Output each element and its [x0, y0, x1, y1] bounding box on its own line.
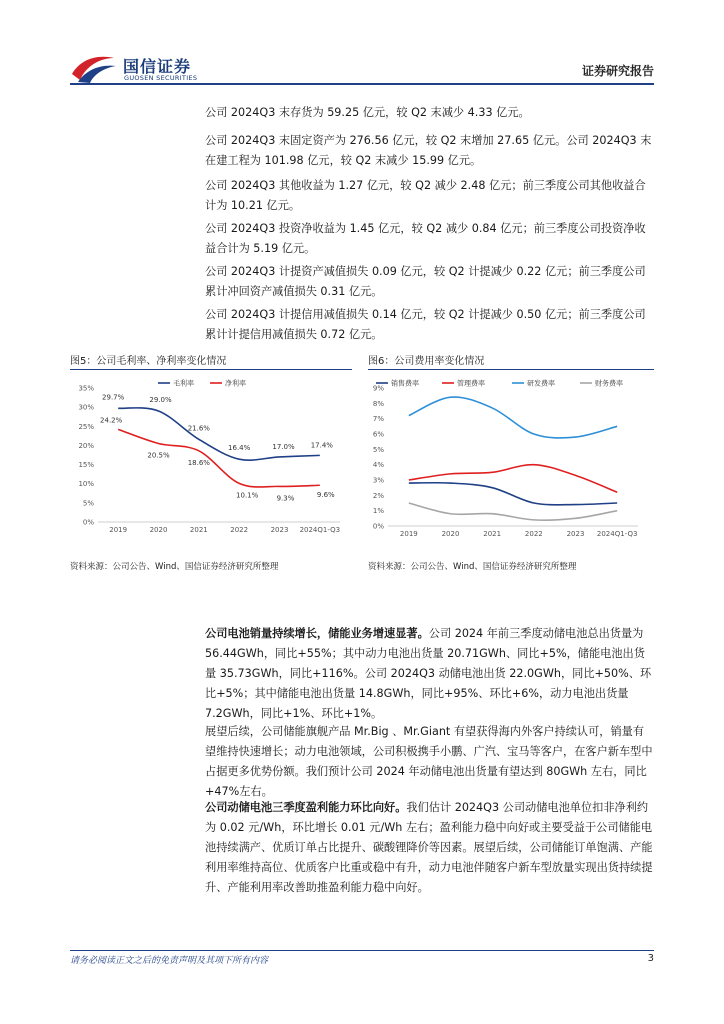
y-tick-label: 9%	[372, 384, 384, 393]
y-tick-label: 15%	[78, 461, 94, 470]
y-tick-label: 5%	[372, 445, 384, 454]
page-number: 3	[647, 953, 654, 964]
guosen-logo	[70, 52, 220, 86]
paragraph-text: 公司 2024Q3 计提资产减值损失 0.09 亿元，较 Q2 计提减少 0.22 亿元；前三季度公司累计冲回资产减值损失 0.31 亿元。	[205, 265, 646, 298]
legend-label: 研发费率	[527, 379, 555, 388]
x-tick-label: 2023	[270, 526, 289, 534]
paragraph-profitability	[205, 798, 655, 898]
legend-label: 管理费率	[457, 379, 485, 388]
data-label: 21.6%	[187, 424, 210, 433]
x-tick-label: 2021	[189, 526, 208, 534]
data-label: 24.2%	[100, 416, 123, 425]
x-tick-label: 2022	[230, 526, 249, 534]
paragraph-text: 公司 2024Q3 投资净收益为 1.45 亿元，较 Q2 减少 0.84 亿元；前三季度公司投资净收益合计为 5.19 亿元。	[205, 222, 646, 255]
data-label: 16.4%	[228, 444, 251, 453]
data-label: 29.0%	[149, 395, 172, 404]
y-tick-label: 7%	[372, 415, 384, 424]
paragraph-text: 公司 2024Q3 其他收益为 1.27 亿元，较 Q2 减少 2.48 亿元；前三季度公司其他收益合计为 10.21 亿元。	[205, 179, 646, 212]
x-tick-label: 2022	[524, 530, 543, 538]
paragraph-lead: 公司电池销量持续增长，储能业务增速显著。	[205, 627, 429, 640]
paragraph-asset-impairment	[205, 262, 655, 302]
logo-chinese-name: 国信证券	[123, 57, 192, 76]
report-type-label: 证券研究报告	[581, 64, 654, 78]
expense-ratio-chart	[368, 376, 654, 556]
footer-disclaimer: 请务必阅读正文之后的免责声明及其项下所有内容	[70, 956, 269, 966]
y-tick-label: 25%	[78, 422, 94, 431]
y-tick-label: 1%	[372, 507, 384, 516]
figure-5	[70, 352, 352, 576]
x-tick-label: 2023	[566, 530, 585, 538]
paragraph-body: 我们估计 2024Q3 公司动储电池单位扣非净利约为 0.02 元/Wh，环比增长 0.01 元/Wh 左右；盈利能力稳中向好或主要受益于公司储能电池持续满产、优质订单占比提升、碳酸锂降价等因素。展望后续，公司储能订单饱满、产能利用率维持高位、优质客户比重或稳中有升，动力电池伴随客户新车型放量实现出货持续提升、产能利用率改善助推盈利能力稳中向好。	[205, 801, 653, 894]
y-tick-label: 3%	[372, 476, 384, 485]
footer-divider	[70, 950, 654, 951]
x-tick-label: 2024Q1-Q3	[299, 526, 341, 534]
paragraph-lead: 公司动储电池三季度盈利能力环比向好。	[205, 801, 407, 814]
x-tick-label: 2020	[441, 530, 460, 538]
y-tick-label: 10%	[78, 480, 94, 489]
paragraph-text: 公司 2024Q3 末存货为 59.25 亿元，较 Q2 末减少 4.33 亿元。	[205, 106, 530, 119]
data-label: 10.1%	[236, 491, 259, 500]
paragraph-body: 公司 2024 年前三季度动储电池总出货量为 56.44GWh，同比+55%；其中动力电池出货量 20.71GWh、同比+5%，储能电池出货量 35.73GWh，同比+116%。公司 2024Q3 动储电池出货 22.0GWh，同比+50%、环比+5%；其中储能电池出货量 14.8GWh，同比+95%、环比+6%，动力电池出货量 7.2GWh，同比+1%、环比+1%。	[205, 627, 652, 720]
data-label: 9.6%	[316, 491, 335, 500]
y-tick-label: 0%	[82, 518, 94, 527]
figure-6	[368, 352, 654, 576]
figure-6-divider	[368, 369, 654, 370]
data-label: 9.3%	[276, 494, 295, 503]
legend-label: 销售费率	[391, 379, 419, 388]
data-label: 20.5%	[147, 451, 170, 460]
figure-5-source: 资料来源：公司公告、Wind、国信证券经济研究所整理	[70, 562, 279, 572]
data-label: 17.0%	[272, 442, 295, 451]
legend-label: 毛利率	[173, 379, 194, 388]
x-tick-label: 2019	[109, 526, 128, 534]
figure-5-title: 图5：公司毛利率、净利率变化情况	[70, 356, 227, 367]
paragraph-text: 公司 2024Q3 末固定资产为 276.56 亿元，较 Q2 末增加 27.65 亿元。公司 2024Q3 末在建工程为 101.98 亿元，较 Q2 末减少 15.99 亿元。	[205, 134, 652, 167]
x-tick-label: 2019	[399, 530, 418, 538]
figure-6-source: 资料来源：公司公告、Wind、国信证券经济研究所整理	[368, 562, 577, 572]
paragraph-credit-impairment	[205, 305, 655, 345]
data-label: 18.6%	[187, 458, 210, 467]
figure-6-title: 图6：公司费用率变化情况	[368, 356, 485, 367]
paragraph-other-income	[205, 176, 655, 216]
y-tick-label: 0%	[372, 522, 384, 531]
y-tick-label: 2%	[372, 491, 384, 500]
series-line-0	[409, 483, 617, 505]
x-tick-label: 2020	[149, 526, 168, 534]
x-tick-label: 2021	[483, 530, 502, 538]
y-tick-label: 35%	[78, 384, 94, 393]
data-label: 17.4%	[310, 441, 333, 450]
margin-chart	[70, 376, 352, 556]
paragraph-fixed-assets	[205, 131, 655, 171]
legend-label: 财务费率	[595, 379, 623, 388]
legend-label: 净利率	[225, 379, 246, 388]
y-tick-label: 5%	[82, 499, 94, 508]
paragraph-text: 公司 2024Q3 计提信用减值损失 0.14 亿元，较 Q2 计提减少 0.50 亿元；前三季度公司累计计提信用减值损失 0.72 亿元。	[205, 308, 646, 341]
paragraph-investment-income	[205, 219, 655, 259]
y-tick-label: 6%	[372, 430, 384, 439]
data-label: 29.7%	[102, 393, 125, 402]
x-tick-label: 2024Q1-Q3	[596, 530, 638, 538]
y-tick-label: 20%	[78, 441, 94, 450]
guosen-logo-mark-icon	[70, 52, 118, 84]
y-tick-label: 8%	[372, 399, 384, 408]
paragraph-body: 展望后续，公司储能旗舰产品 Mr.Big 、Mr.Giant 有望获得海内外客户持续认可，销量有望维持快速增长；动力电池领域，公司积极携手小鹏、广汽、宝马等客户，在客户新车型中占据更多优势份额。我们预计公司 2024 年动储电池出货量有望达到 80GWh 左右，同比+47%左右。	[205, 725, 653, 798]
y-tick-label: 4%	[372, 461, 384, 470]
figure-5-divider	[70, 369, 352, 370]
logo-english-name: GUOSEN SECURITIES	[124, 74, 198, 82]
series-line-2	[409, 397, 617, 438]
series-line-3	[409, 503, 617, 520]
paragraph-battery-sales	[205, 624, 655, 724]
page-header	[0, 0, 724, 88]
series-line-1	[409, 465, 617, 493]
header-divider	[70, 83, 654, 85]
paragraph-outlook	[205, 722, 655, 802]
paragraph-inventory	[205, 103, 655, 123]
y-tick-label: 30%	[78, 403, 94, 412]
